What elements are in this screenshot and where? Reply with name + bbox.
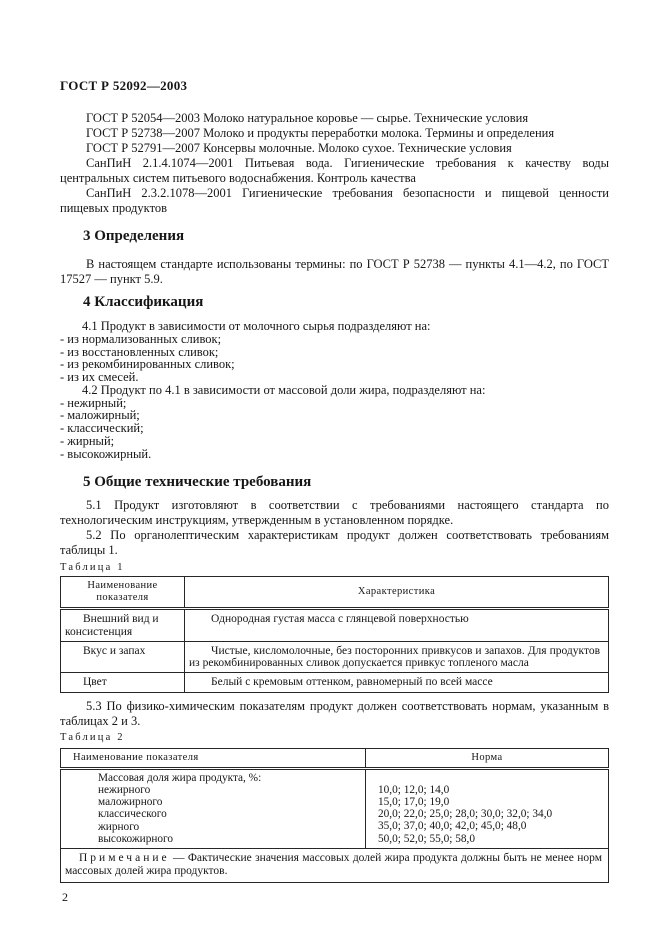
fat-category: высокожирного bbox=[98, 832, 174, 845]
list-item: - высокожирный. bbox=[60, 446, 152, 461]
table-note bbox=[61, 848, 609, 882]
clause-4-2: 4.2 Продукт по 4.1 в зависимости от массовой доли жира, подразделяют на: bbox=[82, 382, 486, 397]
table-2-col-header: Норма bbox=[366, 748, 609, 768]
clause-5-2: 5.2 По органолептическим характеристикам продукт должен соответствовать требованиям таблицы 1. bbox=[60, 528, 609, 558]
fat-category: классического bbox=[98, 808, 167, 821]
section-3-body: В настоящем стандарте использованы термины: по ГОСТ Р 52738 — пункты 4.1—4.2, по ГОСТ 17527 — пункт 5.9. bbox=[60, 257, 609, 286]
indicator-name: Внешний вид и консистенция bbox=[61, 609, 185, 642]
fat-norm: 10,0; 12,0; 14,0 bbox=[378, 783, 450, 796]
section-5-heading: 5 Общие технические требования bbox=[83, 474, 312, 491]
reference-item: ГОСТ Р 52791—2007 Консервы молочные. Молоко сухое. Технические условия bbox=[86, 141, 512, 155]
table-1-label: Таблица 1 bbox=[60, 562, 125, 574]
table-1-header-row bbox=[61, 577, 609, 609]
reference-item: СанПиН 2.1.4.1074—2001 Питьевая вода. Гигиенические требования к качеству воды центральных систем питьевого водоснабжения. Контроль качества bbox=[60, 156, 609, 185]
list-item: - из их смесей. bbox=[60, 370, 139, 384]
fat-category: нежирного bbox=[98, 783, 151, 796]
note-label: Примечание bbox=[79, 851, 170, 864]
list-item: - нежирный; bbox=[60, 395, 127, 410]
fat-norm: 35,0; 37,0; 40,0; 42,0; 45,0; 48,0 bbox=[378, 820, 527, 833]
fat-norm: 20,0; 22,0; 25,0; 28,0; 30,0; 32,0; 34,0 bbox=[378, 808, 553, 821]
clause-5-3: 5.3 По физико-химическим показателям продукт должен соответствовать нормам, указанным в таблицах 2 и 3. bbox=[60, 698, 609, 728]
indicator-value: Белый с кремовым оттенком, равномерный по всей массе bbox=[185, 673, 609, 692]
page-number: 2 bbox=[62, 889, 68, 904]
reference-item: СанПиН 2.3.2.1078—2001 Гигиенические требования безопасности и пищевой ценности пищевых продуктов bbox=[60, 186, 609, 215]
table-2-label: Таблица 2 bbox=[60, 731, 125, 743]
fat-norm-list bbox=[366, 768, 609, 848]
fat-norm: 50,0; 52,0; 55,0; 58,0 bbox=[378, 832, 475, 845]
table-2-col-header: Наименование показателя bbox=[61, 748, 366, 768]
list-item: - классический; bbox=[60, 421, 144, 435]
indicator-name: Цвет bbox=[61, 673, 185, 692]
clause-4-1: 4.1 Продукт в зависимости от молочного сырья подразделяют на: bbox=[82, 319, 431, 333]
reference-item: ГОСТ Р 52054—2003 Молоко натуральное коровье — сырье. Технические условия bbox=[86, 111, 529, 125]
fat-category: маложирного bbox=[98, 796, 163, 809]
table-row bbox=[61, 641, 609, 673]
note-text: — Фактические значения массовых долей жира продукта должны быть не менее норм массовых долей жира продуктов. bbox=[65, 851, 602, 877]
table-1-col-header: Характеристика bbox=[185, 577, 609, 609]
fat-norm: 15,0; 17,0; 19,0 bbox=[378, 795, 450, 808]
list-item: - маложирный; bbox=[60, 408, 140, 423]
fat-category-list bbox=[61, 768, 366, 848]
indicator-value: Однородная густая масса с глянцевой поверхностью bbox=[185, 609, 609, 642]
clause-5-1: 5.1 Продукт изготовляют в соответствии с требованиями настоящего стандарта по технологическим инструкциям, утвержденным в установленном порядке. bbox=[60, 498, 609, 528]
table-row bbox=[61, 768, 609, 848]
page-content bbox=[60, 79, 609, 904]
section-3-heading: 3 Определения bbox=[83, 228, 185, 244]
list-item: - из рекомбинированных сливок; bbox=[60, 357, 235, 372]
table-2-header-row bbox=[61, 748, 609, 768]
section-4-heading: 4 Классификация bbox=[83, 294, 204, 310]
fat-category: жирного bbox=[98, 820, 140, 833]
table-1 bbox=[60, 576, 609, 692]
table-row bbox=[61, 673, 609, 692]
table-row bbox=[61, 609, 609, 642]
classification-list bbox=[60, 320, 609, 460]
indicator-value: Чистые, кисломолочные, без посторонних привкусов и запахов. Для продуктов из рекомбинированных сливок допускается привкус топленого масла bbox=[185, 641, 609, 673]
indicator-name: Вкус и запах bbox=[61, 641, 185, 673]
reference-item: ГОСТ Р 52738—2007 Молоко и продукты переработки молока. Термины и определения bbox=[86, 126, 555, 140]
list-item: - жирный; bbox=[60, 433, 115, 448]
group-row-label: Массовая доля жира продукта, %: bbox=[98, 771, 262, 784]
table-2 bbox=[60, 748, 609, 883]
table-1-col-header: Наименование показателя bbox=[61, 577, 185, 609]
references-list bbox=[60, 111, 609, 216]
list-item: - из восстановленных сливок; bbox=[60, 344, 219, 359]
table-note-row bbox=[61, 848, 609, 882]
list-item: - из нормализованных сливок; bbox=[60, 331, 222, 346]
doc-code: ГОСТ Р 52092—2003 bbox=[60, 78, 188, 93]
